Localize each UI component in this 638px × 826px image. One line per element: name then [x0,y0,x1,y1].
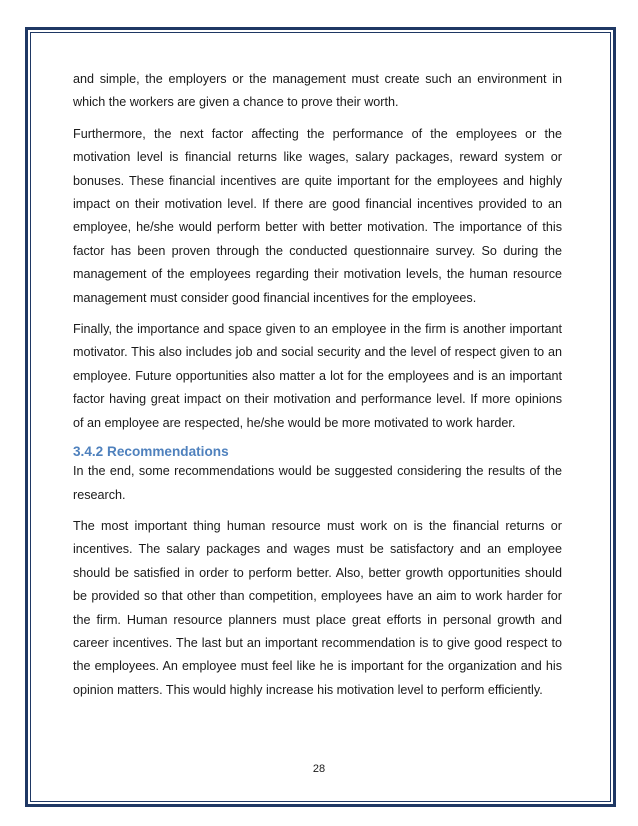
section-heading-recommendations: 3.4.2 Recommendations [73,444,229,460]
page-number: 28 [312,763,326,775]
paragraph-financial-returns: Furthermore, the next factor affecting the performance of the employees or the motivation level is financial returns like wages, salary packages, reward system or bonuses. These financial incentives are quite important for the employees and highly impact on their motivation level. If there are good financial incentives provided to an employee, he/she would perform better with better motivation. The importance of this factor has been proven through the conducted questionnaire survey. So during the management of the employees regarding their motivation levels, the human resource management must consider good financial incentives for the employees. [73,126,562,305]
page-body [73,68,562,710]
paragraph-recommendations-detail: The most important thing human resource must work on is the financial returns or incentives. The salary packages and wages must be satisfactory and an employee should be satisfied in order to perform better. Also, better growth opportunities should be provided so that other than competition, employees have an aim to work harder for the firm. Human resource planners must place great efforts in personal growth and career incentives. The last but an important recommendation is to give good respect to the employees. An employee must feel like he is important for the organization and his opinion matters. This would highly increase his motivation level to perform efficiently. [73,518,562,697]
paragraph-recommendations-intro: In the end, some recommendations would be suggested considering the results of the research. [73,464,562,502]
paragraph-continuation: and simple, the employers or the management must create such an environment in which the workers are given a chance to prove their worth. [73,72,562,110]
paragraph-importance-space: Finally, the importance and space given to an employee in the firm is another important motivator. This also includes job and social security and the level of respect given to an employee. Future opportunities also matter a lot for the employees and is an important factor having great impact on their motivation and performance level. If more opinions of an employee are respected, he/she would be more motivated to work harder. [73,322,562,430]
